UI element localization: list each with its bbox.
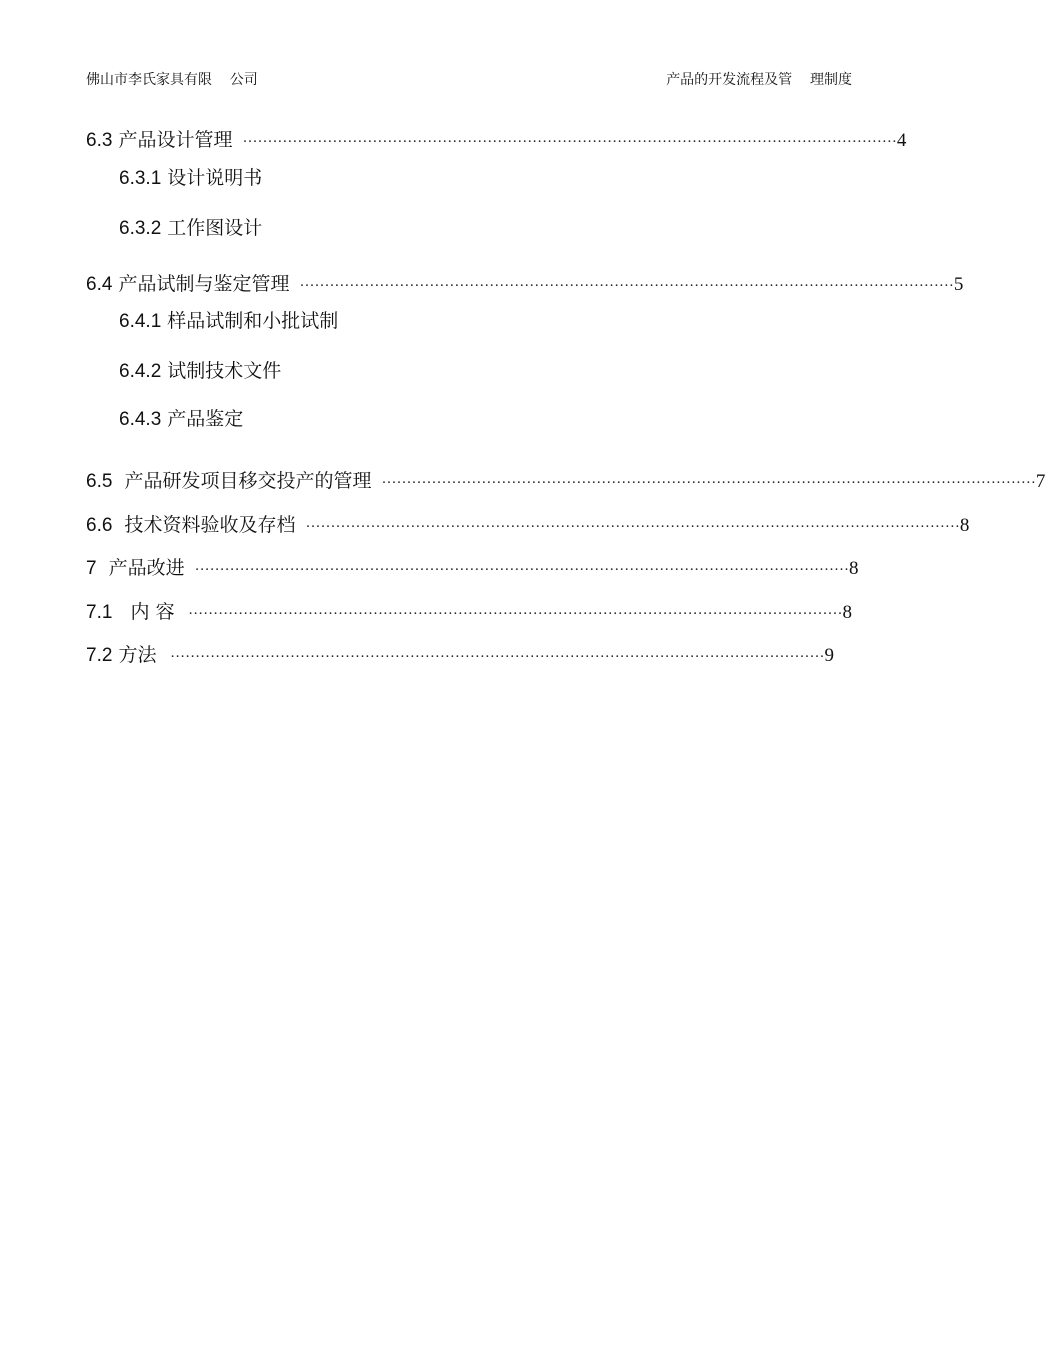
toc-entry-6-3[interactable] — [86, 127, 907, 153]
toc-leader-dots: ··································································································································· — [188, 606, 843, 622]
toc-entry-title: 7 产品改进 — [86, 557, 185, 579]
toc-entry-title: 6.3 产品设计管理 — [86, 129, 233, 151]
toc-page-number: 4 — [896, 130, 907, 151]
toc-leader-dots: ··································································································································· — [299, 278, 954, 294]
toc-entry-6-3-1[interactable]: 6.3.1 设计说明书 — [119, 167, 263, 189]
toc-entry-6-4-1[interactable]: 6.4.1 样品试制和小批试制 — [119, 310, 339, 332]
toc-page-number: 5 — [953, 274, 964, 295]
toc-entry-title: 7.1 内 容 — [86, 601, 175, 623]
toc-entry-6-3-2[interactable]: 6.3.2 工作图设计 — [119, 217, 263, 239]
toc-entry-6-6[interactable] — [86, 512, 970, 538]
toc-leader-dots: ··································································································································· — [381, 475, 1036, 491]
header-company-name: 佛山市李氏家具有限 公司 — [86, 72, 258, 88]
toc-entry-6-4[interactable] — [86, 271, 964, 297]
toc-entry-7[interactable] — [86, 555, 859, 581]
toc-entry-6-4-2[interactable]: 6.4.2 试制技术文件 — [119, 360, 282, 382]
toc-leader-dots: ··································································································································· — [305, 519, 960, 535]
header-document-title: 产品的开发流程及管 理制度 — [666, 72, 852, 88]
toc-leader-dots: ··································································································································· — [242, 134, 897, 150]
toc-leader-dots: ··································································································································· — [194, 562, 850, 578]
toc-page-number: 8 — [849, 558, 859, 579]
toc-entry-6-4-3[interactable]: 6.4.3 产品鉴定 — [119, 408, 244, 430]
toc-page-number: 8 — [959, 515, 970, 536]
toc-entry-title: 6.4 产品试制与鉴定管理 — [86, 273, 290, 295]
toc-entry-7-1[interactable] — [86, 599, 852, 625]
toc-leader-dots: ··································································································································· — [170, 649, 825, 665]
toc-page-number: 8 — [842, 602, 852, 623]
toc-entry-6-5[interactable] — [86, 468, 1045, 494]
toc-entry-title: 6.5 产品研发项目移交投产的管理 — [86, 470, 372, 492]
toc-page-number: 7 — [1035, 471, 1045, 492]
toc-page-number: 9 — [824, 645, 834, 666]
toc-entry-title: 7.2 方法 — [86, 644, 157, 666]
toc-entry-7-2[interactable] — [86, 642, 834, 668]
toc-entry-title: 6.6 技术资料验收及存档 — [86, 514, 296, 536]
